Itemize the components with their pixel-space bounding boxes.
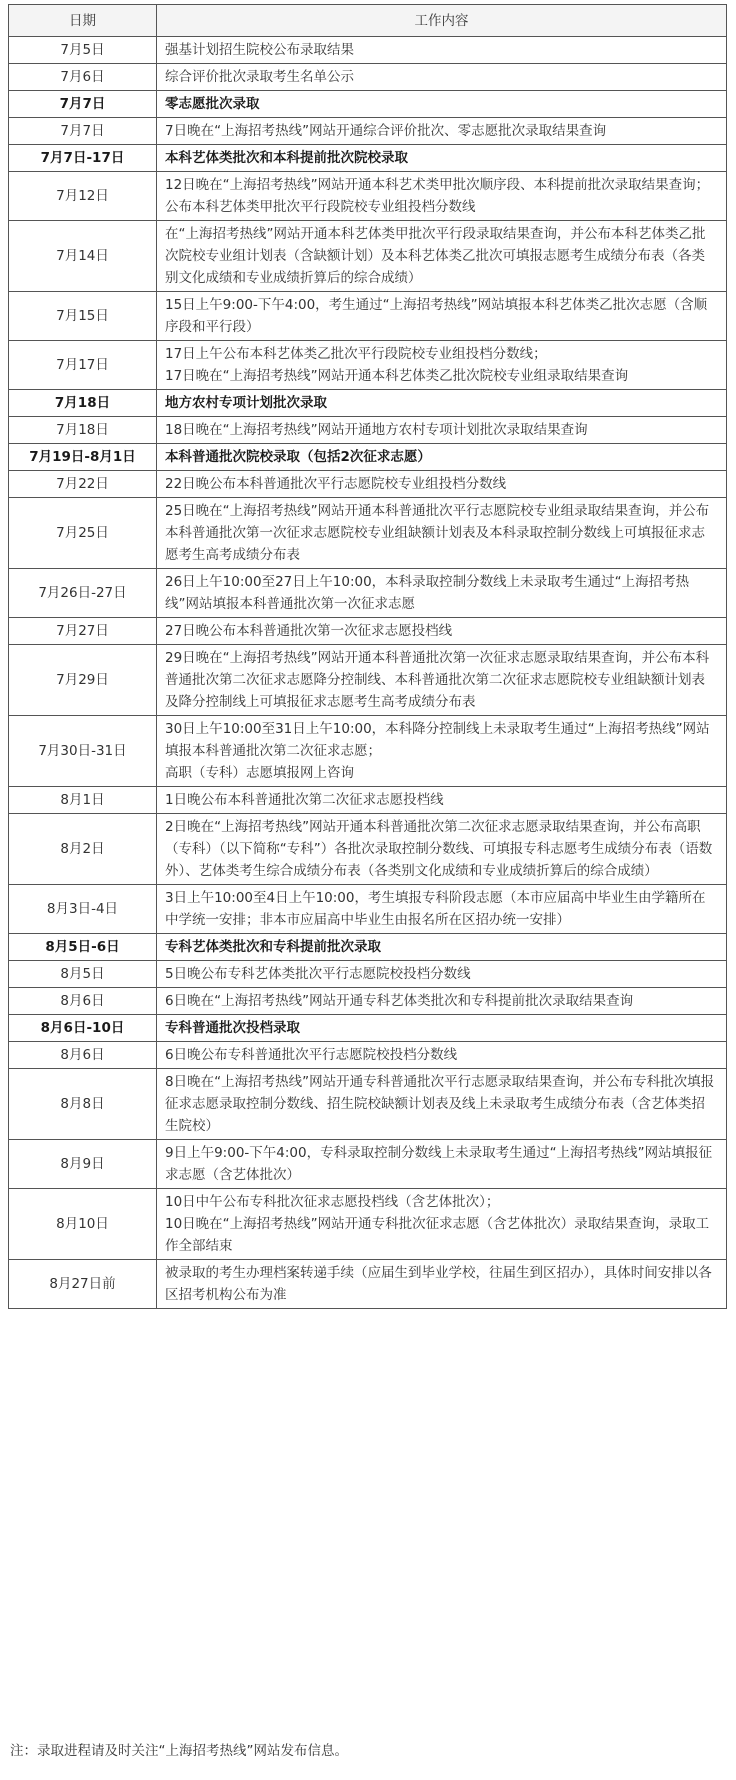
row-content: 2日晚在“上海招考热线”网站开通本科普通批次第二次征求志愿录取结果查询，并公布高职（专科）（以下简称“专科”）各批次录取控制分数线、可填报专科志愿考生成绩分布表（语数外）、艺体类考生综合成绩分布表（各类别文化成绩和专业成绩折算后的综合成绩） <box>157 814 727 885</box>
row-date: 7月5日 <box>9 37 157 64</box>
row-date: 7月7日 <box>9 91 157 118</box>
row-date: 8月27日前 <box>9 1260 157 1309</box>
table-row <box>9 1069 727 1140</box>
row-date: 7月7日 <box>9 118 157 145</box>
row-date: 8月6日-10日 <box>9 1015 157 1042</box>
row-date: 8月1日 <box>9 787 157 814</box>
row-date: 8月5日-6日 <box>9 934 157 961</box>
row-content: 18日晚在“上海招考热线”网站开通地方农村专项计划批次录取结果查询 <box>157 417 727 444</box>
table-row <box>9 814 727 885</box>
row-date: 7月19日-8月1日 <box>9 444 157 471</box>
row-content: 本科普通批次院校录取（包括2次征求志愿） <box>157 444 727 471</box>
row-date: 8月2日 <box>9 814 157 885</box>
table-row <box>9 341 727 390</box>
row-content: 地方农村专项计划批次录取 <box>157 390 727 417</box>
table-row <box>9 961 727 988</box>
footnote: 注：录取进程请及时关注“上海招考热线”网站发布信息。 <box>10 1743 348 1759</box>
row-content: 专科艺体类批次和专科提前批次录取 <box>157 934 727 961</box>
table-row <box>9 618 727 645</box>
table-row <box>9 37 727 64</box>
table-row <box>9 417 727 444</box>
row-date: 8月6日 <box>9 1042 157 1069</box>
row-date: 8月8日 <box>9 1069 157 1140</box>
row-date: 7月25日 <box>9 498 157 569</box>
row-date: 7月26日-27日 <box>9 569 157 618</box>
table-section-row <box>9 444 727 471</box>
row-content: 22日晚公布本科普通批次平行志愿院校专业组投档分数线 <box>157 471 727 498</box>
table-row <box>9 988 727 1015</box>
row-date: 8月9日 <box>9 1140 157 1189</box>
table-row <box>9 1189 727 1260</box>
row-content: 15日上午9:00-下午4:00，考生通过“上海招考热线”网站填报本科艺体类乙批次志愿（含顺序段和平行段） <box>157 292 727 341</box>
row-content: 在“上海招考热线”网站开通本科艺体类甲批次平行段录取结果查询，并公布本科艺体类乙批次院校专业组计划表（含缺额计划）及本科艺体类乙批次可填报志愿考生成绩分布表（各类别文化成绩和专业成绩折算后的综合成绩） <box>157 221 727 292</box>
row-date: 7月29日 <box>9 645 157 716</box>
table-section-row <box>9 145 727 172</box>
table-row <box>9 1140 727 1189</box>
row-content: 3日上午10:00至4日上午10:00，考生填报专科阶段志愿（本市应届高中毕业生由学籍所在中学统一安排；非本市应届高中毕业生由报名所在区招办统一安排） <box>157 885 727 934</box>
row-content: 25日晚在“上海招考热线”网站开通本科普通批次平行志愿院校专业组录取结果查询，并公布本科普通批次第一次征求志愿院校专业组缺额计划表及本科录取控制分数线上可填报征求志愿考生高考成绩分布表 <box>157 498 727 569</box>
row-content: 7日晚在“上海招考热线”网站开通综合评价批次、零志愿批次录取结果查询 <box>157 118 727 145</box>
row-date: 8月6日 <box>9 988 157 1015</box>
row-content: 29日晚在“上海招考热线”网站开通本科普通批次第一次征求志愿录取结果查询，并公布本科普通批次第二次征求志愿降分控制线、本科普通批次第二次征求志愿院校专业组缺额计划表及降分控制线上可填报征求志愿考生高考成绩分布表 <box>157 645 727 716</box>
table-section-row <box>9 390 727 417</box>
row-date: 8月5日 <box>9 961 157 988</box>
row-content: 被录取的考生办理档案转递手续（应届生到毕业学校，往届生到区招办），具体时间安排以各区招考机构公布为准 <box>157 1260 727 1309</box>
table-row <box>9 471 727 498</box>
table-row <box>9 172 727 221</box>
row-date: 8月10日 <box>9 1189 157 1260</box>
row-content: 零志愿批次录取 <box>157 91 727 118</box>
row-content: 9日上午9:00-下午4:00，专科录取控制分数线上未录取考生通过“上海招考热线”网站填报征求志愿（含艺体批次） <box>157 1140 727 1189</box>
row-content: 27日晚公布本科普通批次第一次征求志愿投档线 <box>157 618 727 645</box>
table-row <box>9 885 727 934</box>
row-date: 7月30日-31日 <box>9 716 157 787</box>
admission-schedule-table <box>8 4 727 1309</box>
row-date: 7月7日-17日 <box>9 145 157 172</box>
table-section-row <box>9 1015 727 1042</box>
row-content: 10日中午公布专科批次征求志愿投档线（含艺体批次）； 10日晚在“上海招考热线”网站开通专科批次征求志愿（含艺体批次）录取结果查询，录取工作全部结束 <box>157 1189 727 1260</box>
row-date: 7月18日 <box>9 417 157 444</box>
row-date: 7月18日 <box>9 390 157 417</box>
table-row <box>9 645 727 716</box>
row-content: 26日上午10:00至27日上午10:00，本科录取控制分数线上未录取考生通过“上海招考热线”网站填报本科普通批次第一次征求志愿 <box>157 569 727 618</box>
row-content: 5日晚公布专科艺体类批次平行志愿院校投档分数线 <box>157 961 727 988</box>
table-row <box>9 221 727 292</box>
row-date: 7月27日 <box>9 618 157 645</box>
table-body <box>9 37 727 1309</box>
table-row <box>9 64 727 91</box>
table-row <box>9 716 727 787</box>
table-row <box>9 1042 727 1069</box>
row-date: 7月6日 <box>9 64 157 91</box>
row-date: 7月12日 <box>9 172 157 221</box>
row-date: 7月17日 <box>9 341 157 390</box>
row-content: 综合评价批次录取考生名单公示 <box>157 64 727 91</box>
row-content: 8日晚在“上海招考热线”网站开通专科普通批次平行志愿录取结果查询，并公布专科批次填报征求志愿录取控制分数线、招生院校缺额计划表及线上未录取考生成绩分布表（含艺体类招生院校） <box>157 1069 727 1140</box>
table-row <box>9 498 727 569</box>
row-content: 1日晚公布本科普通批次第二次征求志愿投档线 <box>157 787 727 814</box>
table-section-row <box>9 91 727 118</box>
row-date: 8月3日-4日 <box>9 885 157 934</box>
row-date: 7月22日 <box>9 471 157 498</box>
row-content: 6日晚公布专科普通批次平行志愿院校投档分数线 <box>157 1042 727 1069</box>
row-content: 12日晚在“上海招考热线”网站开通本科艺术类甲批次顺序段、本科提前批次录取结果查询； 公布本科艺体类甲批次平行段院校专业组投档分数线 <box>157 172 727 221</box>
table-row <box>9 292 727 341</box>
row-content: 强基计划招生院校公布录取结果 <box>157 37 727 64</box>
table-row <box>9 1260 727 1309</box>
header-content: 工作内容 <box>157 5 727 37</box>
table-row <box>9 787 727 814</box>
header-date: 日期 <box>9 5 157 37</box>
row-content: 6日晚在“上海招考热线”网站开通专科艺体类批次和专科提前批次录取结果查询 <box>157 988 727 1015</box>
table-row <box>9 118 727 145</box>
row-content: 30日上午10:00至31日上午10:00，本科降分控制线上未录取考生通过“上海招考热线”网站填报本科普通批次第二次征求志愿； 高职（专科）志愿填报网上咨询 <box>157 716 727 787</box>
table-section-row <box>9 934 727 961</box>
row-content: 17日上午公布本科艺体类乙批次平行段院校专业组投档分数线； 17日晚在“上海招考热线”网站开通本科艺体类乙批次院校专业组录取结果查询 <box>157 341 727 390</box>
table-row <box>9 569 727 618</box>
row-content: 专科普通批次投档录取 <box>157 1015 727 1042</box>
row-date: 7月14日 <box>9 221 157 292</box>
row-date: 7月15日 <box>9 292 157 341</box>
table-header-row <box>9 5 727 37</box>
row-content: 本科艺体类批次和本科提前批次院校录取 <box>157 145 727 172</box>
